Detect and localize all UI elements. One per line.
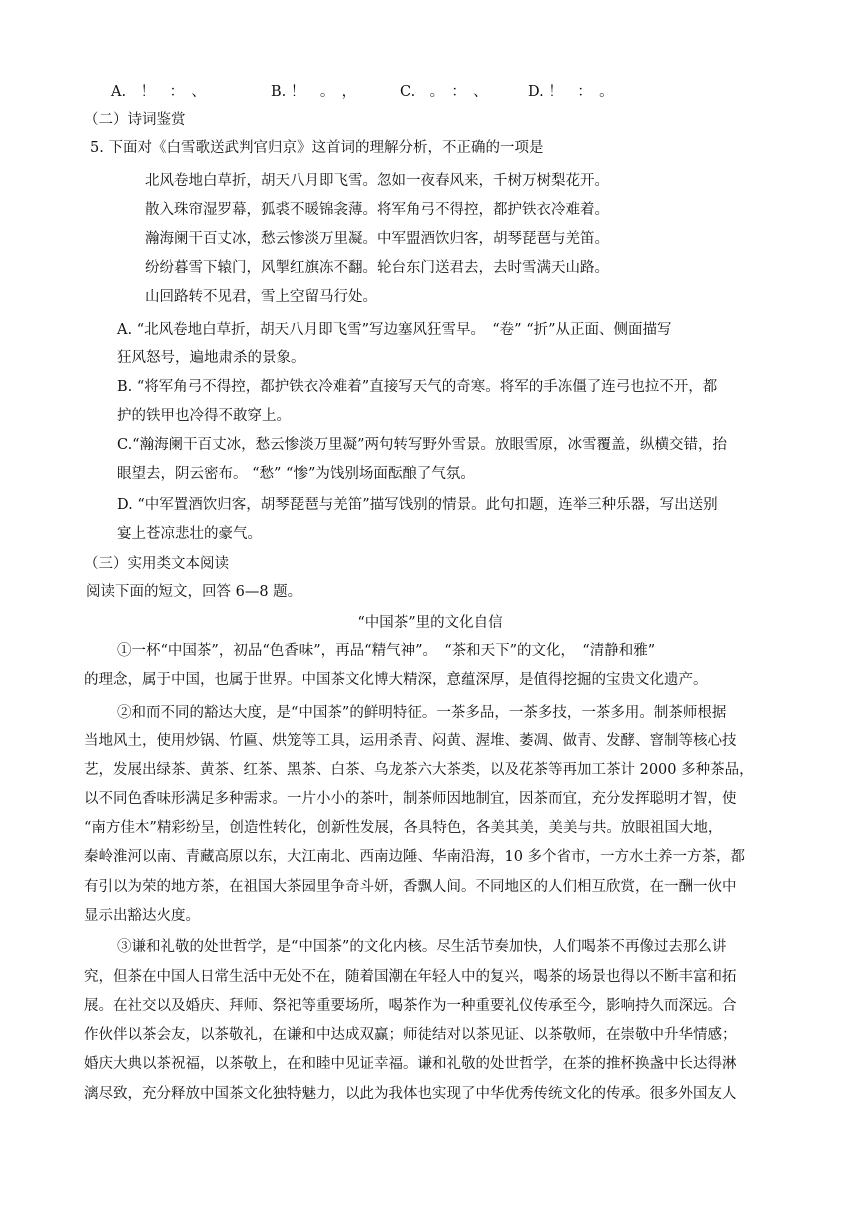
paragraph-line: ③谦和礼敬的处世哲学，是“中国茶”的文化内核。尽生活节奏加快，人们喝茶不再像过去那么讲 [117,939,727,955]
q5-option-d: D. “中军置酒饮归客，胡琴琵琶与羌笛”描写饯别的情景。此句扣题，连举三种乐器，写出送别 [117,497,718,513]
paragraph-line: 的理念，属于中国，也属于世界。中国茶文化博大精深，意蕴深厚，是值得挖掘的宝贵文化遗产。 [84,672,708,688]
paragraph-line: 漓尽致，充分释放中国茶文化独特魅力，以此为我体也实现了中华优秀传统文化的传承。很多外国友人 [84,1086,737,1102]
paragraph-line: 以不同色香味形满足多种需求。一片小小的茶叶，制茶师因地制宜，因茶而宜，充分发挥聪明才智，使 [84,791,737,807]
paragraph-line: ①一杯“中国茶”，初品“色香味”，再品“精气神”。 “茶和天下”的文化， “清静和雅” [117,643,656,659]
q5-option-b-cont: 护的铁甲也冷得不敢穿上。 [117,408,291,424]
paragraph-line: ②和而不同的豁达大度，是“中国茶”的鲜明特征。一茶多品，一茶多技，一茶多用。制茶师根据 [117,705,727,721]
option-a: A. ！ ： 、 [111,84,206,100]
paragraph-line: 究，但茶在中国人日常生活中无处不在，随着国潮在年轻人中的复兴，喝茶的场景也得以不断丰富和拓 [84,969,737,985]
paragraph-line: 有引以为荣的地方茶，在祖国大茶园里争奇斗妍，香飘人间。不同地区的人们相互欣赏，在一酬一伙中 [84,879,737,895]
paragraph-line: 婚庆大典以茶祝福，以茶敬上，在和睦中见证幸福。谦和礼敬的处世哲学，在茶的推杯换盏中长达得淋 [84,1056,737,1072]
q5-option-b: B. “将军角弓不得控，都护铁衣冷难着”直接写天气的奇寒。将军的手冻僵了连弓也拉不开，都 [117,379,718,395]
poem-line: 散入珠帘湿罗幕，狐裘不暖锦衾薄。将军角弓不得控，都护铁衣冷难着。 [145,202,609,218]
q5-option-a-cont: 狂风怒号，遍地肃杀的景象。 [117,350,306,366]
reading-instruction: 阅读下面的短文，回答 6—8 题。 [86,584,303,600]
poem-line: 山回路转不见君，雪上空留马行处。 [145,289,377,305]
q5-option-c-cont: 眼望去，阴云密布。 “愁” “惨”为饯别场面酝酿了气氛。 [117,466,475,482]
poem-line: 纷纷暮雪下辕门，风掣红旗冻不翻。轮台东门送君去，去时雪满天山路。 [145,260,609,276]
q5-option-a: A. “北风卷地白草折，胡天八月即飞雪”写边塞风狂雪早。 “卷” “折”从正面、侧面描写 [117,322,672,338]
section-heading-poetry: （二）诗词鉴赏 [84,112,186,128]
article-title: “中国茶”里的文化自信 [357,615,503,631]
q5-option-d-cont: 宴上苍凉悲壮的豪气。 [117,526,262,542]
paragraph-line: 展。在社交以及婚庆、拜师、祭祀等重要场所，喝茶作为一种重要礼仪传承至今，影响持久而深远。合 [84,998,737,1014]
paragraph-line: 当地风土，使用炒锅、竹匾、烘笼等工具，运用杀青、闷黄、渥堆、萎凋、做青、发酵、窨制等核心技 [84,733,737,749]
q5-option-c: C.“瀚海阑干百丈冰，愁云惨淡万里凝”两句转写野外雪景。放眼雪原，冰雪覆盖，纵横交错，抬 [117,437,728,453]
option-b: B. ！ 。 ， [271,84,357,100]
paragraph-line: 作伙伴以茶会友，以茶敬礼，在谦和中达成双赢；师徒结对以茶见证、以茶敬师，在崇敬中升华情感； [84,1027,737,1043]
option-c: C. 。 ： 、 [400,84,488,100]
paragraph-line: “南方佳木”精彩纷呈，创造性转化，创新性发展，各具特色，各美其美，美美与共。放眼祖国大地， [84,820,723,836]
poem-line: 北风卷地白草折，胡天八月即飞雪。忽如一夜春风来，千树万树梨花开。 [145,173,609,189]
poem-line: 瀚海阑干百丈冰，愁云惨淡万里凝。中军盟酒饮归客，胡琴琵琶与羌笛。 [145,231,609,247]
paragraph-line: 显示出豁达火度。 [84,908,200,924]
paragraph-line: 秦岭淮河以南、青藏高原以东，大江南北、西南边陲、华南沿海，10 多个省市，一方水土养一方茶，都 [84,849,746,865]
section-heading-reading: （三）实用类文本阅读 [84,556,229,572]
paragraph-line: 艺，发展出绿茶、黄茶、红茶、黑茶、白茶、乌龙茶六大茶类，以及花茶等再加工茶计 2000 多种茶品， [84,762,754,778]
option-d: D. ！ ： 。 [528,84,614,100]
question-5-stem: 5. 下面对《白雪歌送武判官归京》这首词的理解分析，不正确的一项是 [90,140,544,156]
